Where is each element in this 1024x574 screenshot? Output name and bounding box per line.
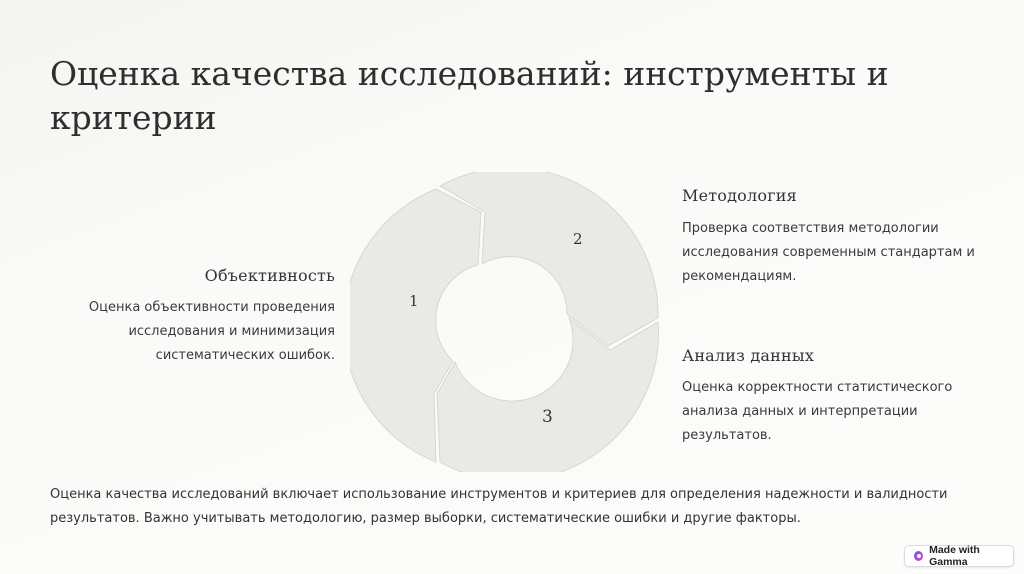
objectivity-heading: Объективность (204, 266, 335, 285)
made-with-gamma-badge[interactable] (904, 545, 1014, 567)
summary-text: Оценка качества исследований включает использование инструментов и критериев для определения надежности и валидности результатов. Важно учитывать методологию, размер выборки, систематические ошибки и другие факторы. (50, 487, 948, 526)
cycle-diagram (350, 172, 670, 472)
methodology-heading: Методология (682, 186, 797, 205)
badge-label: Made with Gamma (929, 544, 980, 568)
data-analysis-text: Оценка корректности статистического анализа данных и интерпретации результатов. (682, 380, 953, 443)
page-title: Оценка качества исследований: инструменты и критерии (50, 54, 889, 137)
data-analysis-heading: Анализ данных (682, 346, 815, 365)
gamma-logo-icon (914, 551, 923, 561)
cycle-segment-3 (437, 318, 658, 472)
methodology-text: Проверка соответствия методологии исследования современным стандартам и рекомендациям. (682, 221, 975, 284)
cycle-number-3: 3 (542, 407, 553, 427)
cycle-number-2: 2 (573, 230, 583, 248)
objectivity-text: Оценка объективности проведения исследования и минимизация систематических ошибок. (88, 300, 335, 363)
cycle-number-1: 1 (409, 292, 419, 310)
